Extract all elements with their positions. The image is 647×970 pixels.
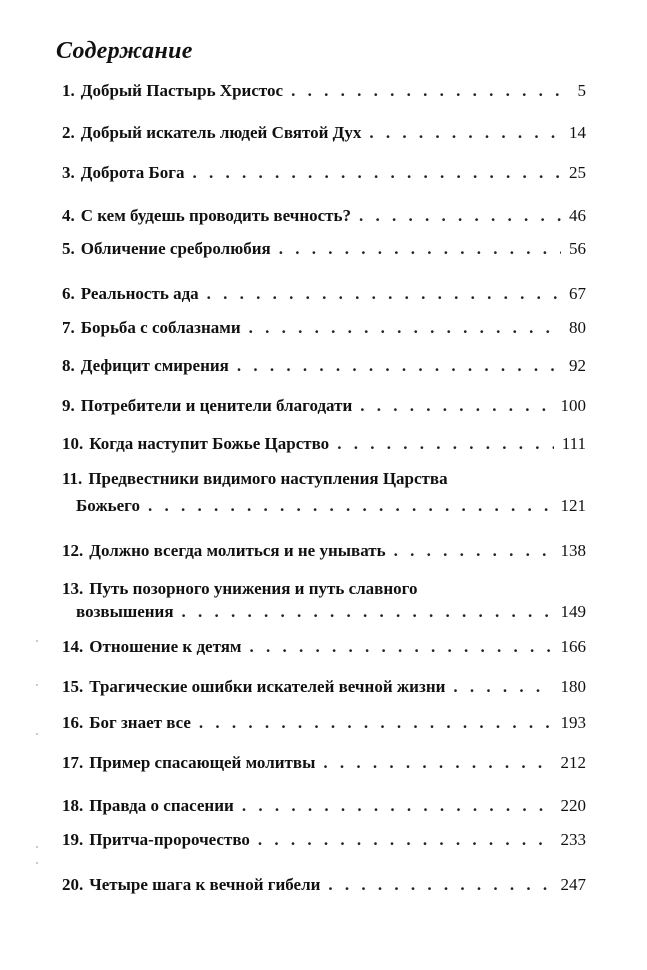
entry-page: 121 <box>560 496 586 515</box>
dot-leader <box>250 636 553 658</box>
entry-page: 92 <box>569 356 586 375</box>
entry-number: 8. <box>62 356 75 375</box>
toc-entry <box>62 795 586 817</box>
entry-title: С кем будешь проводить вечность? <box>80 206 351 225</box>
scan-speck <box>36 684 38 686</box>
entry-title: Добрый искатель людей Святой Дух <box>80 123 362 142</box>
entry-page: 247 <box>560 875 586 894</box>
entry-title: Потребители и ценители благодати <box>80 396 353 415</box>
entry-title: Путь позорного унижения и путь славного <box>89 579 418 598</box>
entry-page: 193 <box>560 713 586 732</box>
entry-number: 7. <box>62 318 75 337</box>
entry-title: Правда о спасении <box>89 796 234 815</box>
toc-entry <box>62 283 586 305</box>
entry-title: Трагические ошибки искателей вечной жизни <box>89 677 446 696</box>
dot-leader <box>360 395 552 417</box>
dot-leader <box>249 317 561 339</box>
dot-leader <box>337 433 554 455</box>
entry-page: 233 <box>560 830 586 849</box>
entry-title: Обличение сребролюбия <box>80 239 271 258</box>
entry-title: Предвестники видимого наступления Царства <box>88 469 448 488</box>
entry-number: 1. <box>62 81 75 100</box>
entry-page: 5 <box>577 81 586 100</box>
scan-speck <box>36 640 38 642</box>
entry-page: 180 <box>560 677 586 696</box>
entry-number: 17. <box>62 753 84 772</box>
toc-entry <box>62 540 586 562</box>
entry-title: Борьба с соблазнами <box>80 318 241 337</box>
entry-page: 220 <box>560 796 586 815</box>
toc-entry <box>62 874 586 896</box>
entry-page: 56 <box>569 239 586 258</box>
toc-entry <box>62 636 586 658</box>
entry-number: 14. <box>62 637 84 656</box>
entry-number: 10. <box>62 434 84 453</box>
toc-entry <box>62 162 586 184</box>
entry-title: Должно всегда молиться и не унывать <box>89 541 386 560</box>
entry-title: Притча-пророчество <box>89 830 250 849</box>
toc-entry <box>62 122 586 144</box>
dot-leader <box>182 601 553 623</box>
dot-leader <box>369 122 561 144</box>
toc-entry <box>62 355 586 377</box>
dot-leader <box>192 162 561 184</box>
entry-number: 16. <box>62 713 84 732</box>
entry-number: 12. <box>62 541 84 560</box>
entry-number: 19. <box>62 830 84 849</box>
entry-number: 13. <box>62 579 84 598</box>
entry-title-continued: возвышения <box>76 602 174 621</box>
entry-page: 14 <box>569 123 586 142</box>
dot-leader <box>279 238 561 260</box>
dot-leader <box>242 795 553 817</box>
toc-entry <box>62 317 586 339</box>
toc-entry <box>62 752 586 774</box>
scan-speck <box>36 733 38 735</box>
entry-number: 2. <box>62 123 75 142</box>
toc-entry <box>62 433 586 455</box>
toc-entry <box>62 829 586 851</box>
entry-number: 4. <box>62 206 75 225</box>
entry-title: Бог знает все <box>89 713 191 732</box>
entry-title: Добрый Пастырь Христос <box>80 81 284 100</box>
dot-leader <box>328 874 552 896</box>
entry-title: Четыре шага к вечной гибели <box>89 875 321 894</box>
entry-number: 18. <box>62 796 84 815</box>
entry-page: 80 <box>569 318 586 337</box>
entry-title: Отношение к детям <box>89 637 242 656</box>
entry-title: Дефицит смирения <box>80 356 229 375</box>
entry-page: 100 <box>560 396 586 415</box>
entry-number: 9. <box>62 396 75 415</box>
toc-entry <box>62 395 586 417</box>
scan-speck <box>36 846 38 848</box>
entry-title: Когда наступит Божье Царство <box>89 434 330 453</box>
toc-entry <box>62 205 586 227</box>
entry-number: 5. <box>62 239 75 258</box>
entry-page: 212 <box>560 753 586 772</box>
entry-page: 138 <box>560 541 586 560</box>
entry-number: 15. <box>62 677 84 696</box>
entry-title-continued: Божьего <box>76 496 140 515</box>
toc-entry <box>62 468 586 517</box>
toc-entry <box>62 238 586 260</box>
dot-leader <box>237 355 561 377</box>
dot-leader <box>453 676 552 698</box>
toc-entry <box>62 80 586 102</box>
dot-leader <box>323 752 552 774</box>
entry-page: 111 <box>561 434 586 453</box>
page-title: Содержание <box>56 38 193 64</box>
entry-page: 149 <box>560 602 586 621</box>
entry-page: 46 <box>569 206 586 225</box>
entry-page: 25 <box>569 163 586 182</box>
dot-leader <box>207 283 561 305</box>
dot-leader <box>394 540 553 562</box>
toc-entry <box>62 712 586 734</box>
entry-number: 11. <box>62 469 83 488</box>
dot-leader <box>359 205 561 227</box>
dot-leader <box>258 829 553 851</box>
entry-number: 20. <box>62 875 84 894</box>
entry-title: Реальность ада <box>80 284 199 303</box>
dot-leader <box>291 80 569 102</box>
entry-page: 166 <box>560 637 586 656</box>
dot-leader <box>199 712 553 734</box>
dot-leader <box>148 495 553 517</box>
entry-title: Пример спасающей молитвы <box>89 753 316 772</box>
toc-entry <box>62 578 586 623</box>
entry-page: 67 <box>569 284 586 303</box>
entry-number: 6. <box>62 284 75 303</box>
scan-speck <box>36 862 38 864</box>
toc-entry <box>62 676 586 698</box>
entry-title: Доброта Бога <box>80 163 185 182</box>
entry-number: 3. <box>62 163 75 182</box>
